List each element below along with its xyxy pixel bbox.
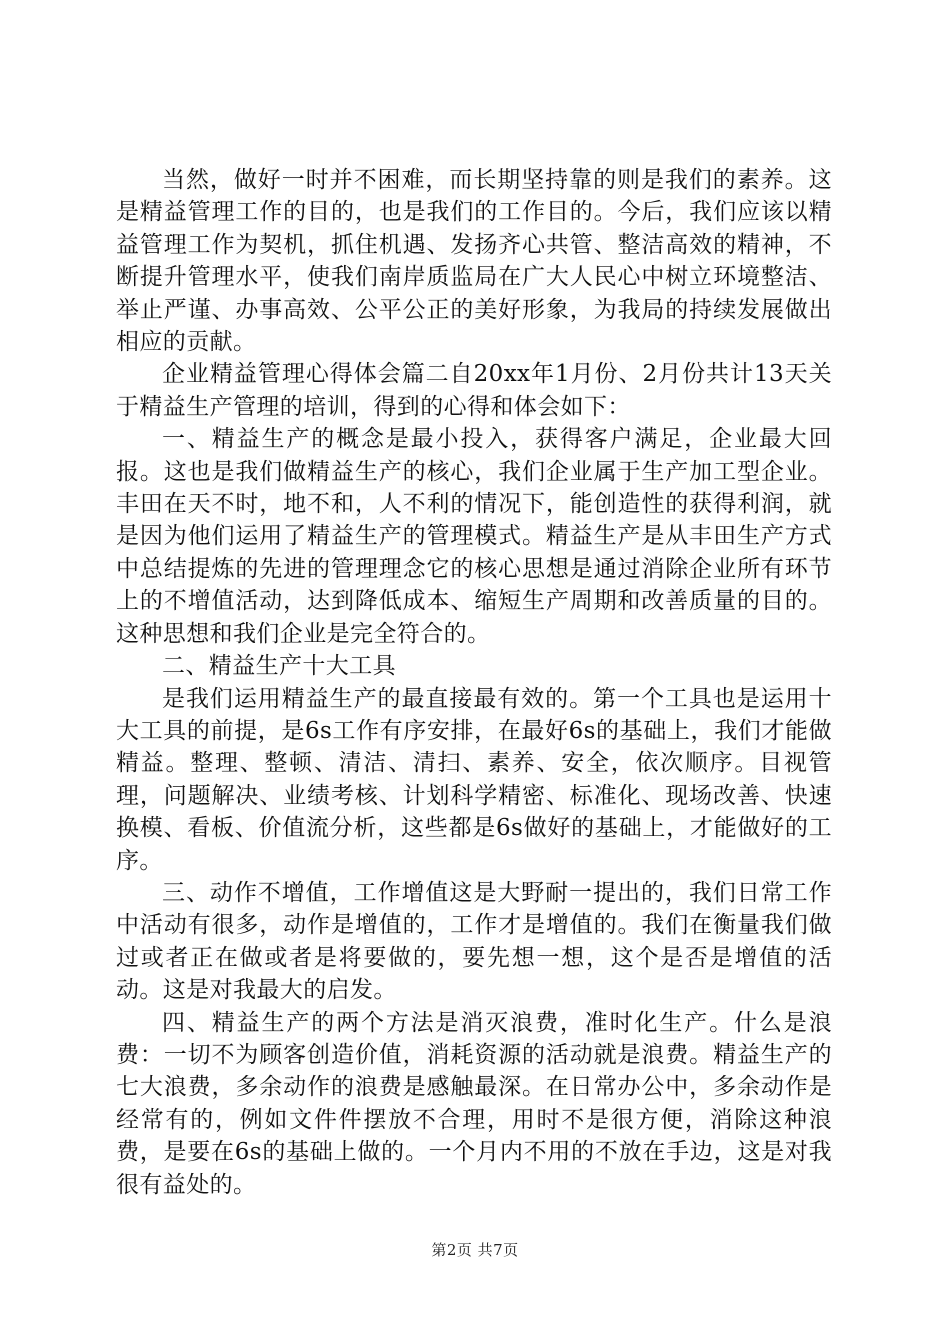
document-body [116, 164, 832, 1201]
paragraph-point-one: 一、精益生产的概念是最小投入，获得客户满足，企业最大回报。这也是我们做精益生产的核心，我们企业属于生产加工型企业。丰田在天不时，地不和，人不利的情况下，能创造性的获得利润，就是因为他们运用了精益生产的管理模式。精益生产是从丰田生产方式中总结提炼的先进的管理理念它的核心思想是通过消除企业所有环节上的不增值活动，达到降低成本、缩短生产周期和改善质量的目的。这种思想和我们企业是完全符合的。 [116, 426, 832, 647]
paragraph-intro-part-two: 企业精益管理心得体会篇二自20xx年1月份、2月份共计13天关于精益生产管理的培训，得到的心得和体会如下： [116, 361, 832, 420]
paragraph-ten-tools: 是我们运用精益生产的最直接最有效的。第一个工具也是运用十大工具的前提，是6s工作有序安排，在最好6s的基础上，我们才能做精益。整理、整顿、清洁、清扫、素养、安全，依次顺序。目视管理，问题解决、业绩考核、计划科学精密、标准化、现场改善、快速换模、看板、价值流分析，这些都是6s做好的基础上，才能做好的工序。 [116, 685, 832, 874]
page-footer: 第2页 共7页 [431, 1241, 519, 1259]
paragraph-heading-ten-tools: 二、精益生产十大工具 [162, 653, 396, 680]
paragraph-point-three: 三、动作不增值，工作增值这是大野耐一提出的，我们日常工作中活动有很多，动作是增值的，工作才是增值的。我们在衡量我们做过或者正在做或者是将要做的，要先想一想，这个是否是增值的活动。这是对我最大的启发。 [116, 879, 832, 1004]
paragraph-conclusion: 当然，做好一时并不困难，而长期坚持靠的则是我们的素养。这是精益管理工作的目的，也是我们的工作目的。今后，我们应该以精益管理工作为契机，抓住机遇、发扬齐心共管、整洁高效的精神，不断提升管理水平，使我们南岸质监局在广大人民心中树立环境整洁、举止严谨、办事高效、公平公正的美好形象，为我局的持续发展做出相应的贡献。 [116, 167, 832, 356]
paragraph-point-four: 四、精益生产的两个方法是消灭浪费，准时化生产。什么是浪费：一切不为顾客创造价值，消耗资源的活动就是浪费。精益生产的七大浪费，多余动作的浪费是感触最深。在日常办公中，多余动作是经常有的，例如文件件摆放不合理，用时不是很方便，消除这种浪费，是要在6s的基础上做的。一个月内不用的不放在手边，这是对我很有益处的。 [116, 1009, 832, 1198]
